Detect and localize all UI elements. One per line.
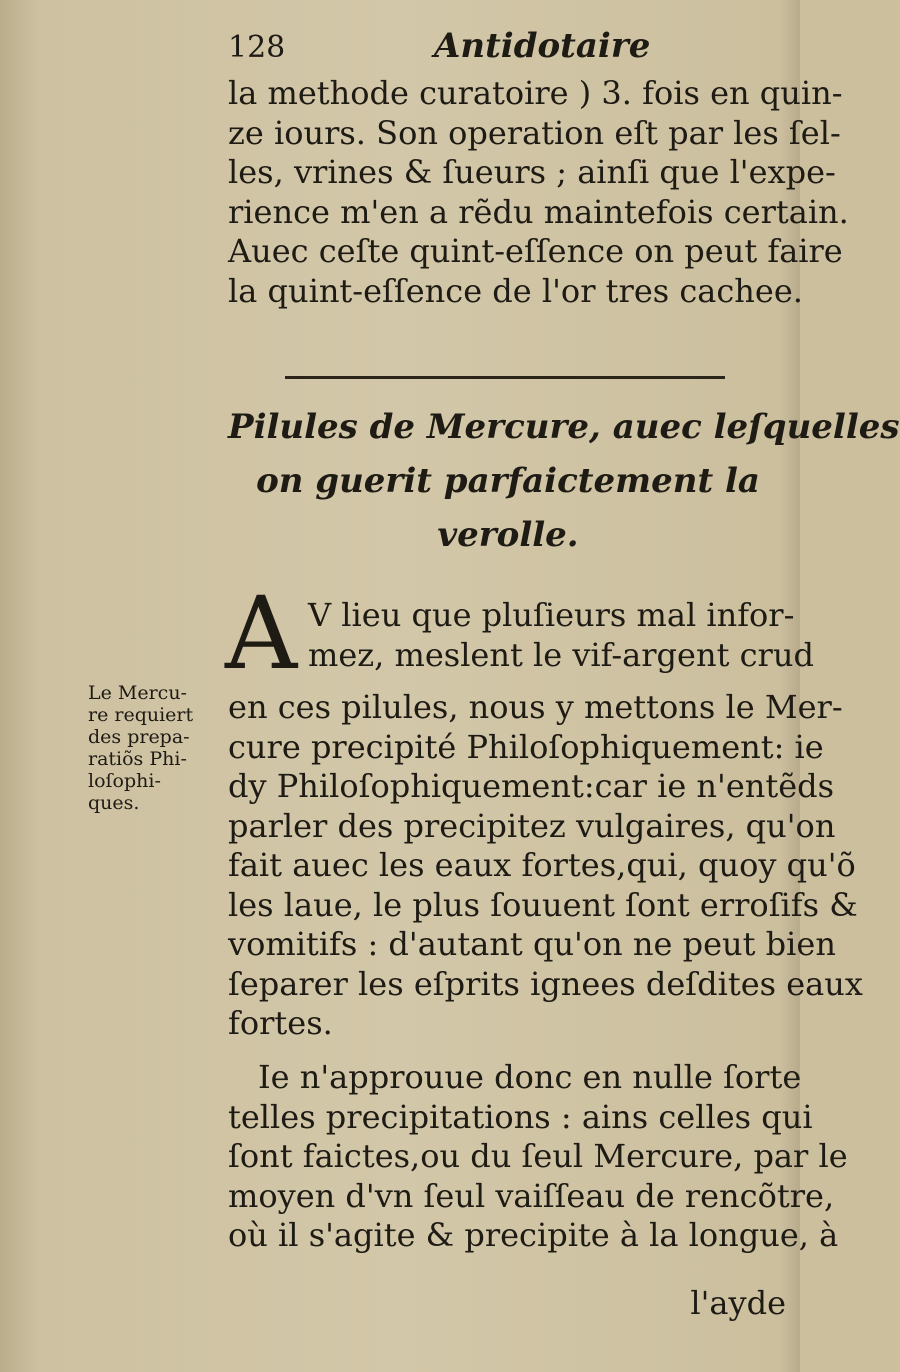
text-line: la methode curatoire ) 3. fois en quin- (228, 74, 843, 112)
text-line: les, vrines & ſueurs ; ainſi que l'expe- (228, 153, 836, 191)
margin-line: Le Mercu- (88, 682, 187, 704)
text-line: moyen d'vn ſeul vaiſſeau de rencõtre, (228, 1176, 835, 1215)
text-line: telles precipitations : ains celles qui (228, 1097, 813, 1136)
paragraph-2-opening (308, 596, 814, 675)
paragraph-2 (228, 688, 863, 1044)
text-line: fait auec les eaux fortes,qui, quoy qu'õ (228, 846, 856, 884)
paragraph-1 (228, 74, 849, 311)
text-line: mez, meslent le vif-argent crud (308, 635, 814, 674)
paragraph-3 (228, 1058, 848, 1256)
text-line: cure precipité Philoſophiquement: ie (228, 727, 824, 766)
section-heading (228, 400, 900, 562)
section-divider (285, 376, 725, 379)
margin-line: re requiert (88, 704, 194, 726)
drop-capital: A (225, 575, 298, 692)
catchword: l'ayde (690, 1284, 786, 1322)
running-title: Antidotaire (434, 26, 651, 66)
text-line: vomitifs : d'autant qu'on ne peut bien (228, 925, 836, 963)
text-line: dy Philoſophiquement:car ie n'entẽds (228, 767, 835, 805)
text-line: fortes. (228, 1004, 333, 1042)
margin-line: loſophi- (88, 770, 161, 792)
text-line: ze iours. Son operation eſt par les ſel- (228, 113, 841, 152)
text-line: Auec ceſte quint-eſſence on peut faire (228, 232, 843, 270)
heading-line: Pilules de Mercure, auec leſquelles (228, 407, 900, 447)
page-header (228, 22, 788, 72)
text-line: les laue, le plus ſouuent ſont erroſifs & (228, 885, 858, 924)
text-line: V lieu que pluſieurs mal infor- (308, 596, 795, 634)
heading-line: on guerit parfaictement la (256, 461, 760, 501)
text-line: rience m'en a rẽdu maintefois certain. (228, 192, 849, 231)
margin-line: ques. (88, 792, 140, 814)
text-line: en ces pilules, nous y mettons le Mer- (228, 688, 843, 726)
page-number: 128 (228, 30, 286, 65)
marginal-note (88, 682, 228, 814)
heading-line: verolle. (437, 515, 579, 555)
text-line: la quint-eſſence de l'or tres cachee. (228, 271, 803, 310)
text-line: où il s'agite & precipite à la longue, à (228, 1216, 839, 1254)
text-line: ſeparer les eſprits ignees deſdites eaux (228, 964, 863, 1003)
margin-line: des prepa- (88, 726, 190, 748)
text-line: Ie n'approuue donc en nulle ſorte (258, 1058, 802, 1096)
text-line: ſont faictes,ou du ſeul Mercure, par le (228, 1137, 848, 1175)
text-line: parler des precipitez vulgaires, qu'on (228, 806, 836, 845)
margin-line: ratiõs Phi- (88, 748, 187, 770)
